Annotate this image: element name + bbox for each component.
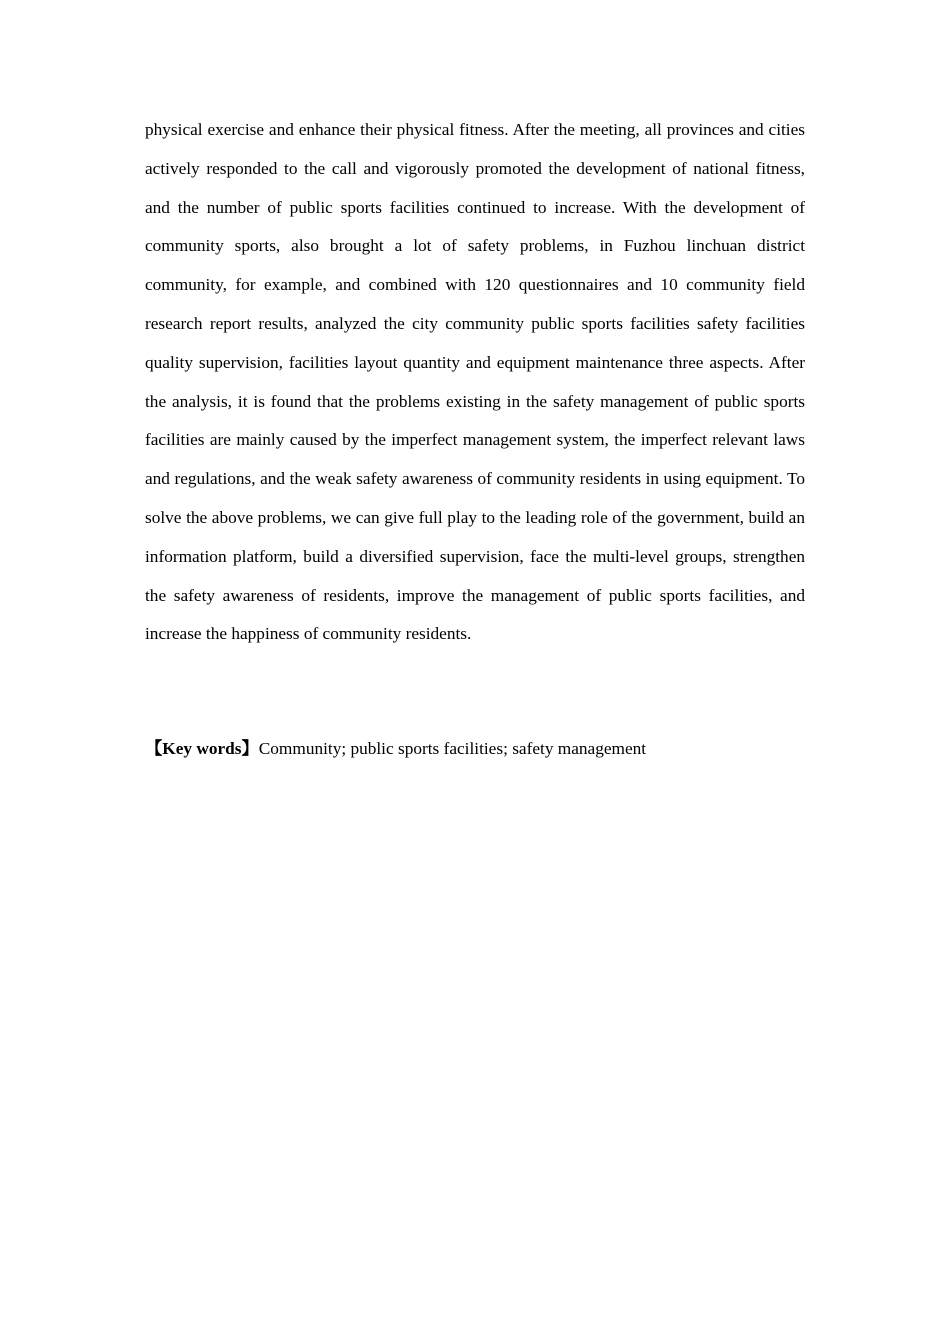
abstract-paragraph: physical exercise and enhance their physical fitness. After the meeting, all provinces and cities actively responded to the call and vigorously promoted the development of national fitness, and the number of public sports facilities continued to increase. With the development of community sports, also brought a lot of safety problems, in Fuzhou linchuan district community, for example, and combined with 120 questionnaires and 10 community field research report results, analyzed the city community public sports facilities safety facilities quality supervision, facilities layout quantity and equipment maintenance three aspects. After the analysis, it is found that the problems existing in the safety management of public sports facilities are mainly caused by the imperfect management system, the imperfect relevant laws and regulations, and the weak safety awareness of community residents in using equipment. To solve the above problems, we can give full play to the leading role of the government, build an information platform, build a diversified supervision, face the multi-level groups, strengthen the safety awareness of residents, improve the management of public sports facilities, and increase the happiness of community residents. — [145, 120, 805, 644]
keywords-line — [145, 734, 805, 764]
keywords-label: 【Key words】 — [145, 739, 259, 758]
keywords-text: Community; public sports facilities; safety management — [258, 739, 647, 758]
